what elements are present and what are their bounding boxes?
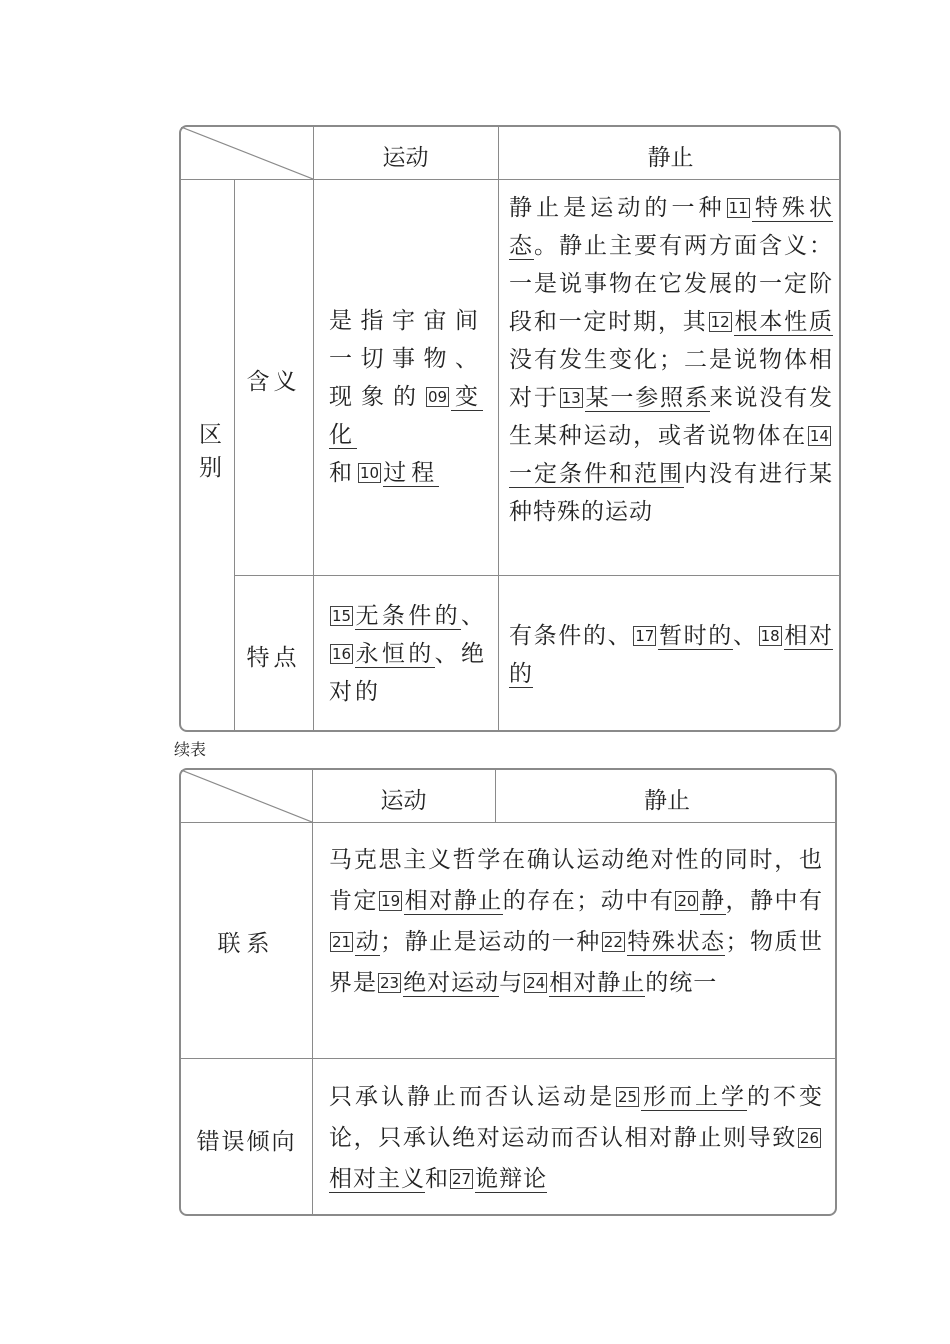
comparison-table-1 <box>179 125 841 732</box>
diagonal-header-line <box>181 770 312 822</box>
feature-motion-text: 15 无条件的、16 永恒的、绝对的 <box>329 603 488 705</box>
header-motion: 运动 <box>380 788 427 814</box>
diagonal-header-line <box>181 127 313 179</box>
row-label-error-tendency: 错误倾向 <box>196 1129 297 1155</box>
comparison-table-2 <box>179 768 837 1216</box>
error-tendency-text: 只承认静止而否认运动是 25 形而上学的不变论，只承认绝对运动而否认相对静止则导致 26相对主义和 27 诡辩论 <box>329 1084 824 1192</box>
row-label-feature: 特点 <box>246 645 301 671</box>
group-label-difference: 区别 <box>195 422 221 488</box>
row-label-meaning: 含义 <box>246 369 301 395</box>
header-rest: 静止 <box>647 145 694 171</box>
header-rest: 静止 <box>644 788 690 814</box>
continued-label: 续表 <box>174 740 207 759</box>
header-motion: 运动 <box>382 145 429 171</box>
connection-text: 马克思主义哲学在确认运动绝对性的同时，也肯定 19 相对静止的存在；动中有 20 静，静中有21 动；静止是运动的一种 22 特殊状态；物质世界是 23 绝对运动与 24 相对静止的统一 <box>329 847 824 996</box>
row-label-connection: 联系 <box>217 931 276 957</box>
meaning-rest-text: 静止是运动的一种 11 特殊状态。静止主要有两方面含义：一是说事物在它发展的一定阶段和一定时期，其 12 根本性质没有发生变化；二是说物体相对于 13 某一参照系来说没有发生某种运动，或者说物体在 14一定条件和范围内没有进行某种特殊的运动 <box>509 195 834 525</box>
feature-rest-text: 有条件的、 17 暂时的、 18 相对的 <box>509 623 834 687</box>
meaning-motion-text: 是指宇宙间一切事物、现象的 09 变化 和 10 过程 <box>329 308 484 486</box>
